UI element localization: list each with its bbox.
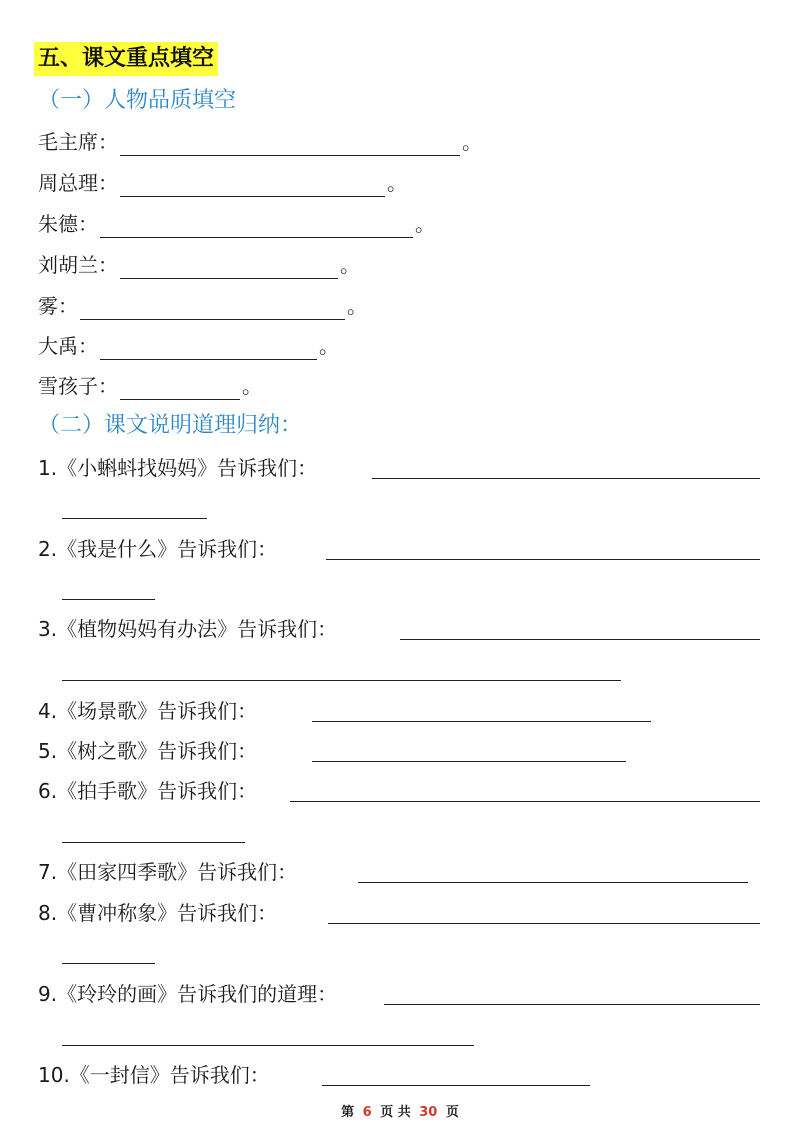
period: 。 (242, 374, 262, 398)
moral-row-7 (38, 858, 297, 886)
moral-row-5 (38, 737, 257, 765)
fill-blank[interactable] (80, 299, 345, 320)
fill-line[interactable] (62, 599, 155, 600)
footer-prefix: 第 (341, 1105, 355, 1120)
moral-label: 6.《拍手歌》告诉我们： (38, 779, 258, 803)
fill-blank[interactable] (120, 135, 460, 156)
fill-line[interactable] (62, 680, 621, 681)
fill-blank[interactable] (120, 176, 385, 197)
fill-line[interactable] (400, 639, 760, 640)
footer-suffix: 页 (445, 1105, 459, 1120)
fill-line[interactable] (312, 721, 651, 722)
fill-blank[interactable] (120, 258, 338, 279)
page-number: 6 (362, 1105, 372, 1120)
period: 。 (415, 212, 435, 236)
trait-row-1 (38, 128, 482, 156)
moral-label: 2.《我是什么》告诉我们： (38, 537, 278, 561)
fill-line[interactable] (62, 518, 207, 519)
trait-label: 毛主席： (38, 130, 118, 154)
fill-line[interactable] (384, 1004, 760, 1005)
moral-row-8 (38, 899, 277, 927)
trait-row-3 (38, 210, 435, 238)
period: 。 (319, 334, 339, 358)
fill-line[interactable] (62, 963, 155, 964)
moral-row-6 (38, 777, 257, 805)
fill-line[interactable] (326, 559, 760, 560)
period: 。 (387, 171, 407, 195)
trait-label: 周总理： (38, 171, 118, 195)
moral-row-3 (38, 615, 337, 643)
trait-row-4 (38, 251, 360, 279)
trait-row-6 (38, 332, 339, 360)
moral-label: 7.《田家四季歌》告诉我们： (38, 860, 298, 884)
fill-line[interactable] (372, 478, 760, 479)
fill-line[interactable] (328, 923, 760, 924)
trait-label: 雪孩子： (38, 374, 118, 398)
trait-row-7 (38, 372, 262, 400)
fill-line[interactable] (322, 1085, 590, 1086)
moral-label: 5.《树之歌》告诉我们： (38, 739, 258, 763)
moral-label: 3.《植物妈妈有办法》告诉我们： (38, 617, 338, 641)
section1-title: （一）人物品质填空 (38, 88, 237, 113)
moral-row-4 (38, 697, 257, 725)
moral-row-2 (38, 535, 277, 563)
fill-line[interactable] (62, 1045, 474, 1046)
fill-line[interactable] (290, 801, 760, 802)
moral-row-1 (38, 454, 317, 482)
trait-row-5 (38, 292, 367, 320)
fill-blank[interactable] (100, 217, 413, 238)
fill-line[interactable] (312, 761, 626, 762)
fill-line[interactable] (62, 842, 245, 843)
footer-mid: 页 共 (380, 1105, 411, 1120)
period: 。 (462, 130, 482, 154)
trait-label: 大禹： (38, 334, 98, 358)
trait-label: 雾： (38, 294, 78, 318)
page-heading: 五、课文重点填空 (34, 42, 218, 76)
moral-label: 8.《曹冲称象》告诉我们： (38, 901, 278, 925)
period: 。 (340, 253, 360, 277)
moral-row-9 (38, 980, 337, 1008)
moral-label: 10.《一封信》告诉我们： (38, 1063, 270, 1087)
period: 。 (347, 294, 367, 318)
total-pages: 30 (419, 1105, 438, 1120)
fill-blank[interactable] (120, 379, 240, 400)
fill-line[interactable] (358, 882, 748, 883)
moral-row-10 (38, 1061, 270, 1089)
section2-title: （二）课文说明道理归纳： (38, 413, 303, 438)
trait-label: 朱德： (38, 212, 98, 236)
page-footer (0, 1101, 800, 1120)
trait-label: 刘胡兰： (38, 253, 118, 277)
fill-blank[interactable] (100, 339, 317, 360)
trait-row-2 (38, 169, 407, 197)
moral-label: 9.《玲玲的画》告诉我们的道理： (38, 982, 338, 1006)
moral-label: 4.《场景歌》告诉我们： (38, 699, 258, 723)
moral-label: 1.《小蝌蚪找妈妈》告诉我们： (38, 456, 318, 480)
